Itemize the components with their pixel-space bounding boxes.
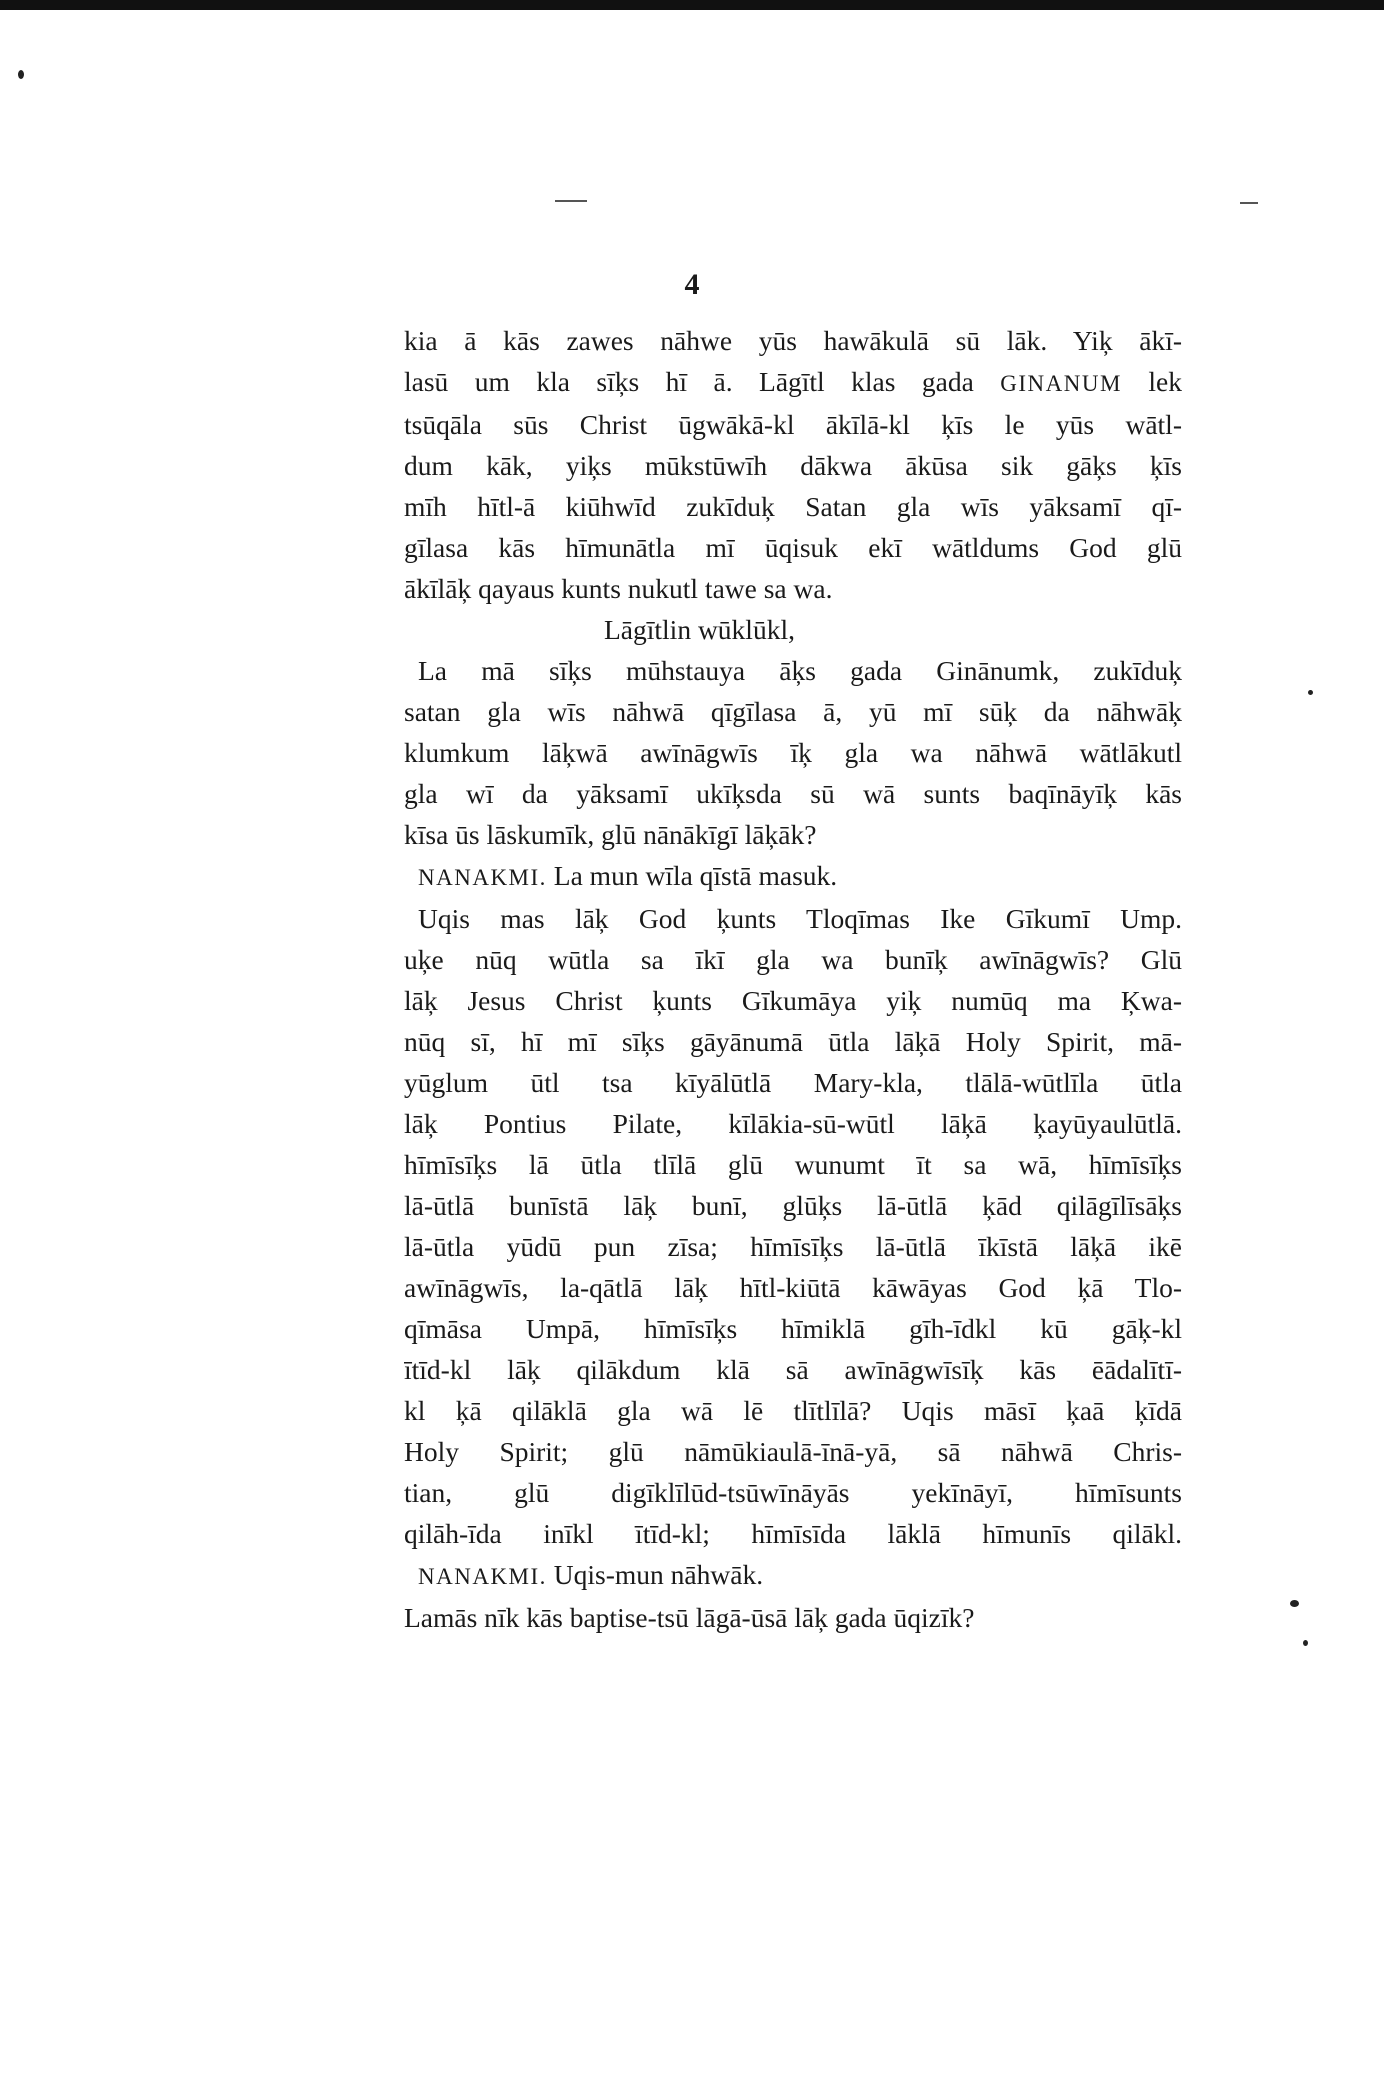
text-line: lā-ūtlā bunīstā lāķ bunī, glūķs lā-ūtlā ķād qilāgīlīsāķs bbox=[404, 1190, 1182, 1221]
text-line: klumkum lāķwā awīnāgwīs īķ gla wa nāhwā wātlākutl bbox=[404, 737, 1182, 768]
response-line: NANAKMI. La mun wīla qīstā masuk. bbox=[418, 860, 838, 891]
text-line: lāķ Jesus Christ ķunts Gīkumāya yiķ numūq ma Ķwa- bbox=[404, 985, 1182, 1016]
scan-speck bbox=[1303, 1640, 1308, 1646]
text-line: tian, glū digīklīlūd-tsūwīnāyās yekīnāyī, hīmīsunts bbox=[404, 1477, 1182, 1508]
response-line: NANAKMI. Uqis-mun nāhwāk. bbox=[418, 1559, 764, 1590]
text-line: lasū um kla sīķs hī ā. Lāgītl klas gada GINANUM lek bbox=[404, 366, 1182, 397]
text-line: dum kāk, yiķs mūkstūwīh dākwa ākūsa sik gāķs ķīs bbox=[404, 450, 1182, 481]
text-line: lā-ūtla yūdū pun zīsa; hīmīsīķs lā-ūtlā īkīstā lāķā ikē bbox=[404, 1231, 1182, 1262]
text-line: qilāh-īda inīkl ītīd-kl; hīmīsīda lāklā hīmunīs qilākl. bbox=[404, 1518, 1182, 1549]
text-line: Lamās nīk kās baptise-tsū lāgā-ūsā lāķ gada ūqizīk? bbox=[404, 1602, 975, 1633]
text-line: gīlasa kās hīmunātla mī ūqisuk ekī wātldums God glū bbox=[404, 532, 1182, 563]
scan-speck bbox=[1308, 690, 1313, 695]
text-line: tsūqāla sūs Christ ūgwākā-kl ākīlā-kl ķīs le yūs wātl- bbox=[404, 409, 1182, 440]
scan-speck bbox=[1290, 1600, 1299, 1607]
text-line: La mā sīķs mūhstauya āķs gada Ginānumk, zukīduķ bbox=[418, 655, 1182, 686]
text-line: yūglum ūtl tsa kīyālūtlā Mary-kla, tlālā-wūtlīla ūtla bbox=[404, 1067, 1182, 1098]
text-line: kl ķā qilāklā gla wā lē tlītlīlā? Uqis māsī ķaā ķīdā bbox=[404, 1395, 1182, 1426]
text-line: awīnāgwīs, la-qātlā lāķ hītl-kiūtā kāwāyas God ķā Tlo- bbox=[404, 1272, 1182, 1303]
text-line: mīh hītl-ā kiūhwīd zukīduķ Satan gla wīs yāksamī qī- bbox=[404, 491, 1182, 522]
salutation: Lāgītlin wūklūkl, bbox=[604, 614, 795, 645]
page-number: 4 bbox=[684, 268, 700, 301]
scan-border bbox=[0, 0, 1384, 10]
text-line: ītīd-kl lāķ qilākdum klā sā awīnāgwīsīķ kās ēādalītī- bbox=[404, 1354, 1182, 1385]
text-line: uķe nūq wūtla sa īkī gla wa bunīķ awīnāgwīs? Glū bbox=[404, 944, 1182, 975]
text-line: Holy Spirit; glū nāmūkiaulā-īnā-yā, sā nāhwā Chris- bbox=[404, 1436, 1182, 1467]
text-line: satan gla wīs nāhwā qīgīlasa ā, yū mī sūķ da nāhwāķ bbox=[404, 696, 1182, 727]
text-line: kia ā kās zawes nāhwe yūs hawākulā sū lāk. Yiķ ākī- bbox=[404, 325, 1182, 356]
text-line: kīsa ūs lāskumīk, glū nānākīgī lāķāk? bbox=[404, 819, 817, 850]
scan-mark bbox=[1240, 202, 1258, 204]
scan-mark bbox=[555, 200, 587, 202]
text-line: hīmīsīķs lā ūtla tlīlā glū wunumt īt sa wā, hīmīsīķs bbox=[404, 1149, 1182, 1180]
text-line: nūq sī, hī mī sīķs gāyānumā ūtla lāķā Holy Spirit, mā- bbox=[404, 1026, 1182, 1057]
text-line: lāķ Pontius Pilate, kīlākia-sū-wūtl lāķā ķayūyaulūtlā. bbox=[404, 1108, 1182, 1139]
text-line: qīmāsa Umpā, hīmīsīķs hīmiklā gīh-īdkl kū gāķ-kl bbox=[404, 1313, 1182, 1344]
page-body bbox=[404, 320, 1182, 1638]
scan-speck bbox=[18, 70, 24, 79]
text-line: Uqis mas lāķ God ķunts Tloqīmas Ike Gīkumī Ump. bbox=[418, 903, 1182, 934]
text-line: gla wī da yāksamī ukīķsda sū wā sunts baqīnāyīķ kās bbox=[404, 778, 1182, 809]
text-line: ākīlāķ qayaus kunts nukutl tawe sa wa. bbox=[404, 573, 833, 604]
